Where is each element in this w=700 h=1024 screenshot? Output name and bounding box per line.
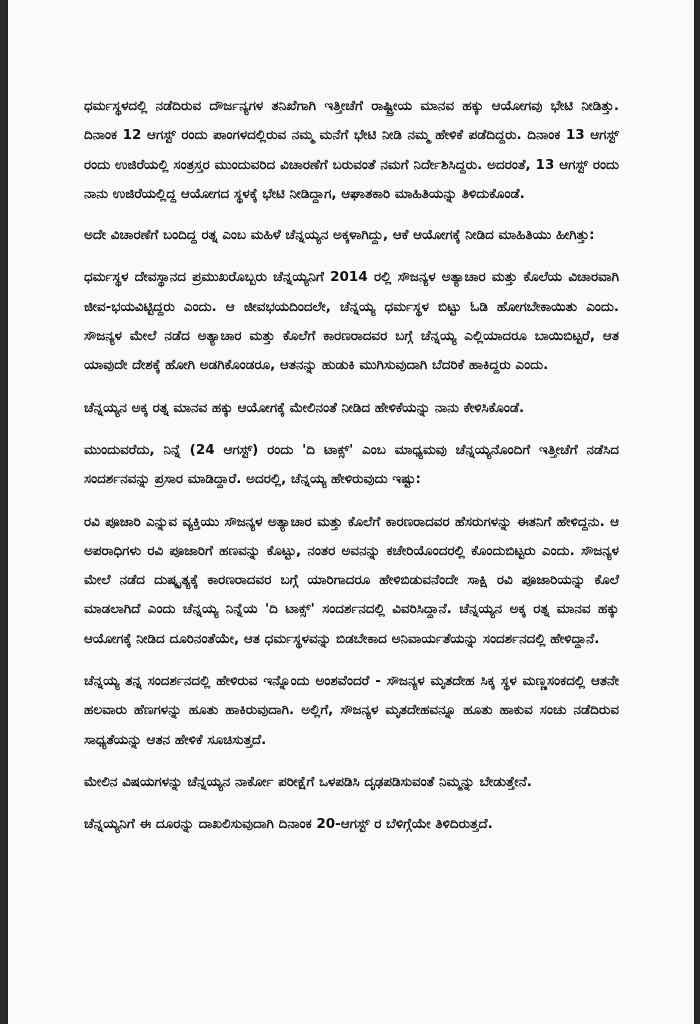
paragraph-heard-statement: ಚೆನ್ನಯ್ಯನ ಅಕ್ಕ ರತ್ನ ಮಾನವ ಹಕ್ಕು ಆಯೋಗಕ್ಕೆ ಮೇಲಿನಂತೆ ನೀಡಿದ ಹೇಳಿಕೆಯನ್ನು ನಾನು ಕೇಳಿಸಿಕೊಂಡೆ. bbox=[84, 399, 525, 416]
paragraph-the-talks-interview: ಮುಂದುವರೆದು, ನಿನ್ನೆ (24 ಆಗಸ್ಟ್) ರಂದು 'ದಿ ಟಾಕ್ಸ್' ಎಂಬ ಮಾಧ್ಯಮವು ಚೆನ್ನಯ್ಯನೊಂದಿಗೆ ಇತ್ತೀಚೆಗೆ ನಡೆಸಿದ ಸಂದರ್ಶನವನ್ನು ಪ್ರಸಾರ ಮಾಡಿದ್ದಾರೆ. ಅದರಲ್ಲಿ, ಚೆನ್ನಯ್ಯ ಹೇಳಿರುವುದು ಇಷ್ಟು: bbox=[84, 441, 619, 488]
paragraph-ravi-poojari: ರವಿ ಪೂಜಾರಿ ಎನ್ನುವ ವ್ಯಕ್ತಿಯು ಸೌಜನ್ಯಳ ಅತ್ಯಾಚಾರ ಮತ್ತು ಕೊಲೆಗೆ ಕಾರಣರಾದವರ ಹೆಸರುಗಳನ್ನು ಈತನಿಗೆ ಹೇಳಿದ್ದನು. ಆ ಅಪರಾಧಿಗಳು ರವಿ ಪೂಜಾರಿಗೆ ಹಣವನ್ನು ಕೊಟ್ಟು, ನಂತರ ಅವನನ್ನು ಕಚೇರಿಯೊಂದರಲ್ಲಿ ಕೊಂದುಬಿಟ್ಟರು ಎಂದು. ಸೌಜನ್ಯಳ ಮೇಲೆ ನಡೆದ ದುಷ್ಕೃತ್ಯಕ್ಕೆ ಕಾರಣರಾದವರ ಬಗ್ಗೆ ಯಾರಿಗಾದರೂ ಹೇಳಿಬಿಡುವನೆಂದೇ ಸಾಕ್ಷಿ ರವಿ ಪೂಜಾರಿಯನ್ನು ಕೊಲೆ ಮಾಡಲಾಗಿದೆ ಎಂದು ಚೆನ್ನಯ್ಯ ನಿನ್ನೆಯ 'ದಿ ಟಾಕ್ಸ್' ಸಂದರ್ಶನದಲ್ಲಿ ವಿವರಿಸಿದ್ದಾನೆ. ಚೆನ್ನಯ್ಯನ ಅಕ್ಕ ರತ್ನ ಮಾನವ ಹಕ್ಕು ಆಯೋಗಕ್ಕೆ ನೀಡಿದ ದೂರಿನಂತೆಯೇ, ಆತ ಧರ್ಮಸ್ಥಳವನ್ನು ಬಿಡಬೇಕಾದ ಅನಿವಾರ್ಯತೆಯನ್ನು ಸಂದರ್ಶನದಲ್ಲಿ ಹೇಳಿದ್ದಾನೆ. bbox=[84, 513, 619, 647]
document-body bbox=[84, 92, 619, 853]
paragraph-narco-request: ಮೇಲಿನ ವಿಷಯಗಳನ್ನು ಚೆನ್ನಯ್ಯನ ನಾರ್ಕೋ ಪರೀಕ್ಷೆಗೆ ಒಳಪಡಿಸಿ ದೃಢಪಡಿಸುವಂತೆ ನಿಮ್ಮನ್ನು ಬೇಡುತ್ತೇನೆ. bbox=[84, 773, 532, 790]
document-page bbox=[8, 0, 694, 1024]
paragraph-threat-details: ಧರ್ಮಸ್ಥಳ ದೇವಸ್ಥಾನದ ಪ್ರಮುಖರೊಬ್ಬರು ಚೆನ್ನಯ್ಯನಿಗೆ 2014 ರಲ್ಲಿ ಸೌಜನ್ಯಳ ಅತ್ಯಾಚಾರ ಮತ್ತು ಕೊಲೆಯ ವಿಚಾರವಾಗಿ ಜೀವ-ಭಯವಿಟ್ಟಿದ್ದರು ಎಂದು. ಆ ಜೀವಭಯದಿಂದಲೇ, ಚೆನ್ನಯ್ಯ ಧರ್ಮಸ್ಥಳ ಬಿಟ್ಟು ಓಡಿ ಹೋಗಬೇಕಾಯಿತು ಎಂದು. ಸೌಜನ್ಯಳ ಮೇಲೆ ನಡೆದ ಅತ್ಯಾಚಾರ ಮತ್ತು ಕೊಲೆಗೆ ಕಾರಣರಾದವರ ಬಗ್ಗೆ ಚೆನ್ನಯ್ಯ ಎಲ್ಲಿಯಾದರೂ ಬಾಯಿಬಿಟ್ಟರೆ, ಆತ ಯಾವುದೇ ದೇಶಕ್ಕೆ ಹೋಗಿ ಅಡಗಿಕೊಂಡರೂ, ಆತನನ್ನು ಹುಡುಕಿ ಮುಗಿಸುವುದಾಗಿ ಬೆದರಿಕೆ ಹಾಕಿದ್ದರು ಎಂದು. bbox=[84, 269, 619, 374]
paragraph-nhrc-visit: ಧರ್ಮಸ್ಥಳದಲ್ಲಿ ನಡೆದಿರುವ ದೌರ್ಜನ್ಯಗಳ ತನಿಖೆಗಾಗಿ ಇತ್ತೀಚೆಗೆ ರಾಷ್ಟ್ರೀಯ ಮಾನವ ಹಕ್ಕು ಆಯೋಗವು ಭೇಟಿ ನೀಡಿತ್ತು. ದಿನಾಂಕ 12 ಆಗಸ್ಟ್ ರಂದು ಪಾಂಗಳದಲ್ಲಿರುವ ನಮ್ಮ ಮನೆಗೆ ಭೇಟಿ ನೀಡಿ ನಮ್ಮ ಹೇಳಿಕೆ ಪಡೆದಿದ್ದರು. ದಿನಾಂಕ 13 ಆಗಸ್ಟ್ ರಂದು ಉಜಿರೆಯಲ್ಲಿ ಸಂತ್ರಸ್ತರ ಮುಂದುವರಿದ ವಿಚಾರಣೆಗೆ ಬರುವಂತೆ ನಮಗೆ ನಿರ್ದೇಶಿಸಿದ್ದರು. ಅದರಂತೆ, 13 ಆಗಸ್ಟ್ ರಂದು ನಾನು ಉಜಿರೆಯಲ್ಲಿದ್ದ ಆಯೋಗದ ಸ್ಥಳಕ್ಕೆ ಭೇಟಿ ನೀಡಿದ್ದಾಗ, ಆಘಾತಕಾರಿ ಮಾಹಿತಿಯನ್ನು ತಿಳಿದುಕೊಂಡೆ. bbox=[84, 98, 619, 202]
paragraph-burial-claim: ಚೆನ್ನಯ್ಯ ತನ್ನ ಸಂದರ್ಶನದಲ್ಲಿ ಹೇಳಿರುವ ಇನ್ನೊಂದು ಅಂಶವೆಂದರೆ - ಸೌಜನ್ಯಳ ಮೃತದೇಹ ಸಿಕ್ಕ ಸ್ಥಳ ಮಣ್ಣಸಂಕದಲ್ಲಿ ಆತನೇ ಹಲವಾರು ಹೆಣಗಳನ್ನು ಹೂತು ಹಾಕಿರುವುದಾಗಿ. ಅಲ್ಲಿಗೆ, ಸೌಜನ್ಯಳ ಮೃತದೇಹವನ್ನೂ ಹೂತು ಹಾಕುವ ಸಂಚು ನಡೆದಿರುವ ಸಾಧ್ಯತೆಯನ್ನು ಆತನ ಹೇಳಿಕೆ ಸೂಚಿಸುತ್ತದೆ. bbox=[84, 673, 619, 748]
paragraph-notice-date: ಚೆನ್ನಯ್ಯನಿಗೆ ಈ ದೂರನ್ನು ದಾಖಲಿಸುವುದಾಗಿ ದಿನಾಂಕ 20-ಆಗಸ್ಟ್ ರ ಬೆಳಿಗ್ಗೆಯೇ ತಿಳಿದಿರುತ್ತದೆ. bbox=[84, 816, 493, 833]
paragraph-ratna-statement-intro: ಅದೇ ವಿಚಾರಣೆಗೆ ಬಂದಿದ್ದ ರತ್ನ ಎಂಬ ಮಹಿಳೆ ಚೆನ್ನಯ್ಯನ ಅಕ್ಕಳಾಗಿದ್ದು, ಆಕೆ ಆಯೋಗಕ್ಕೆ ನೀಡಿದ ಮಾಹಿತಿಯು ಹೀಗಿತ್ತು: bbox=[84, 227, 595, 244]
